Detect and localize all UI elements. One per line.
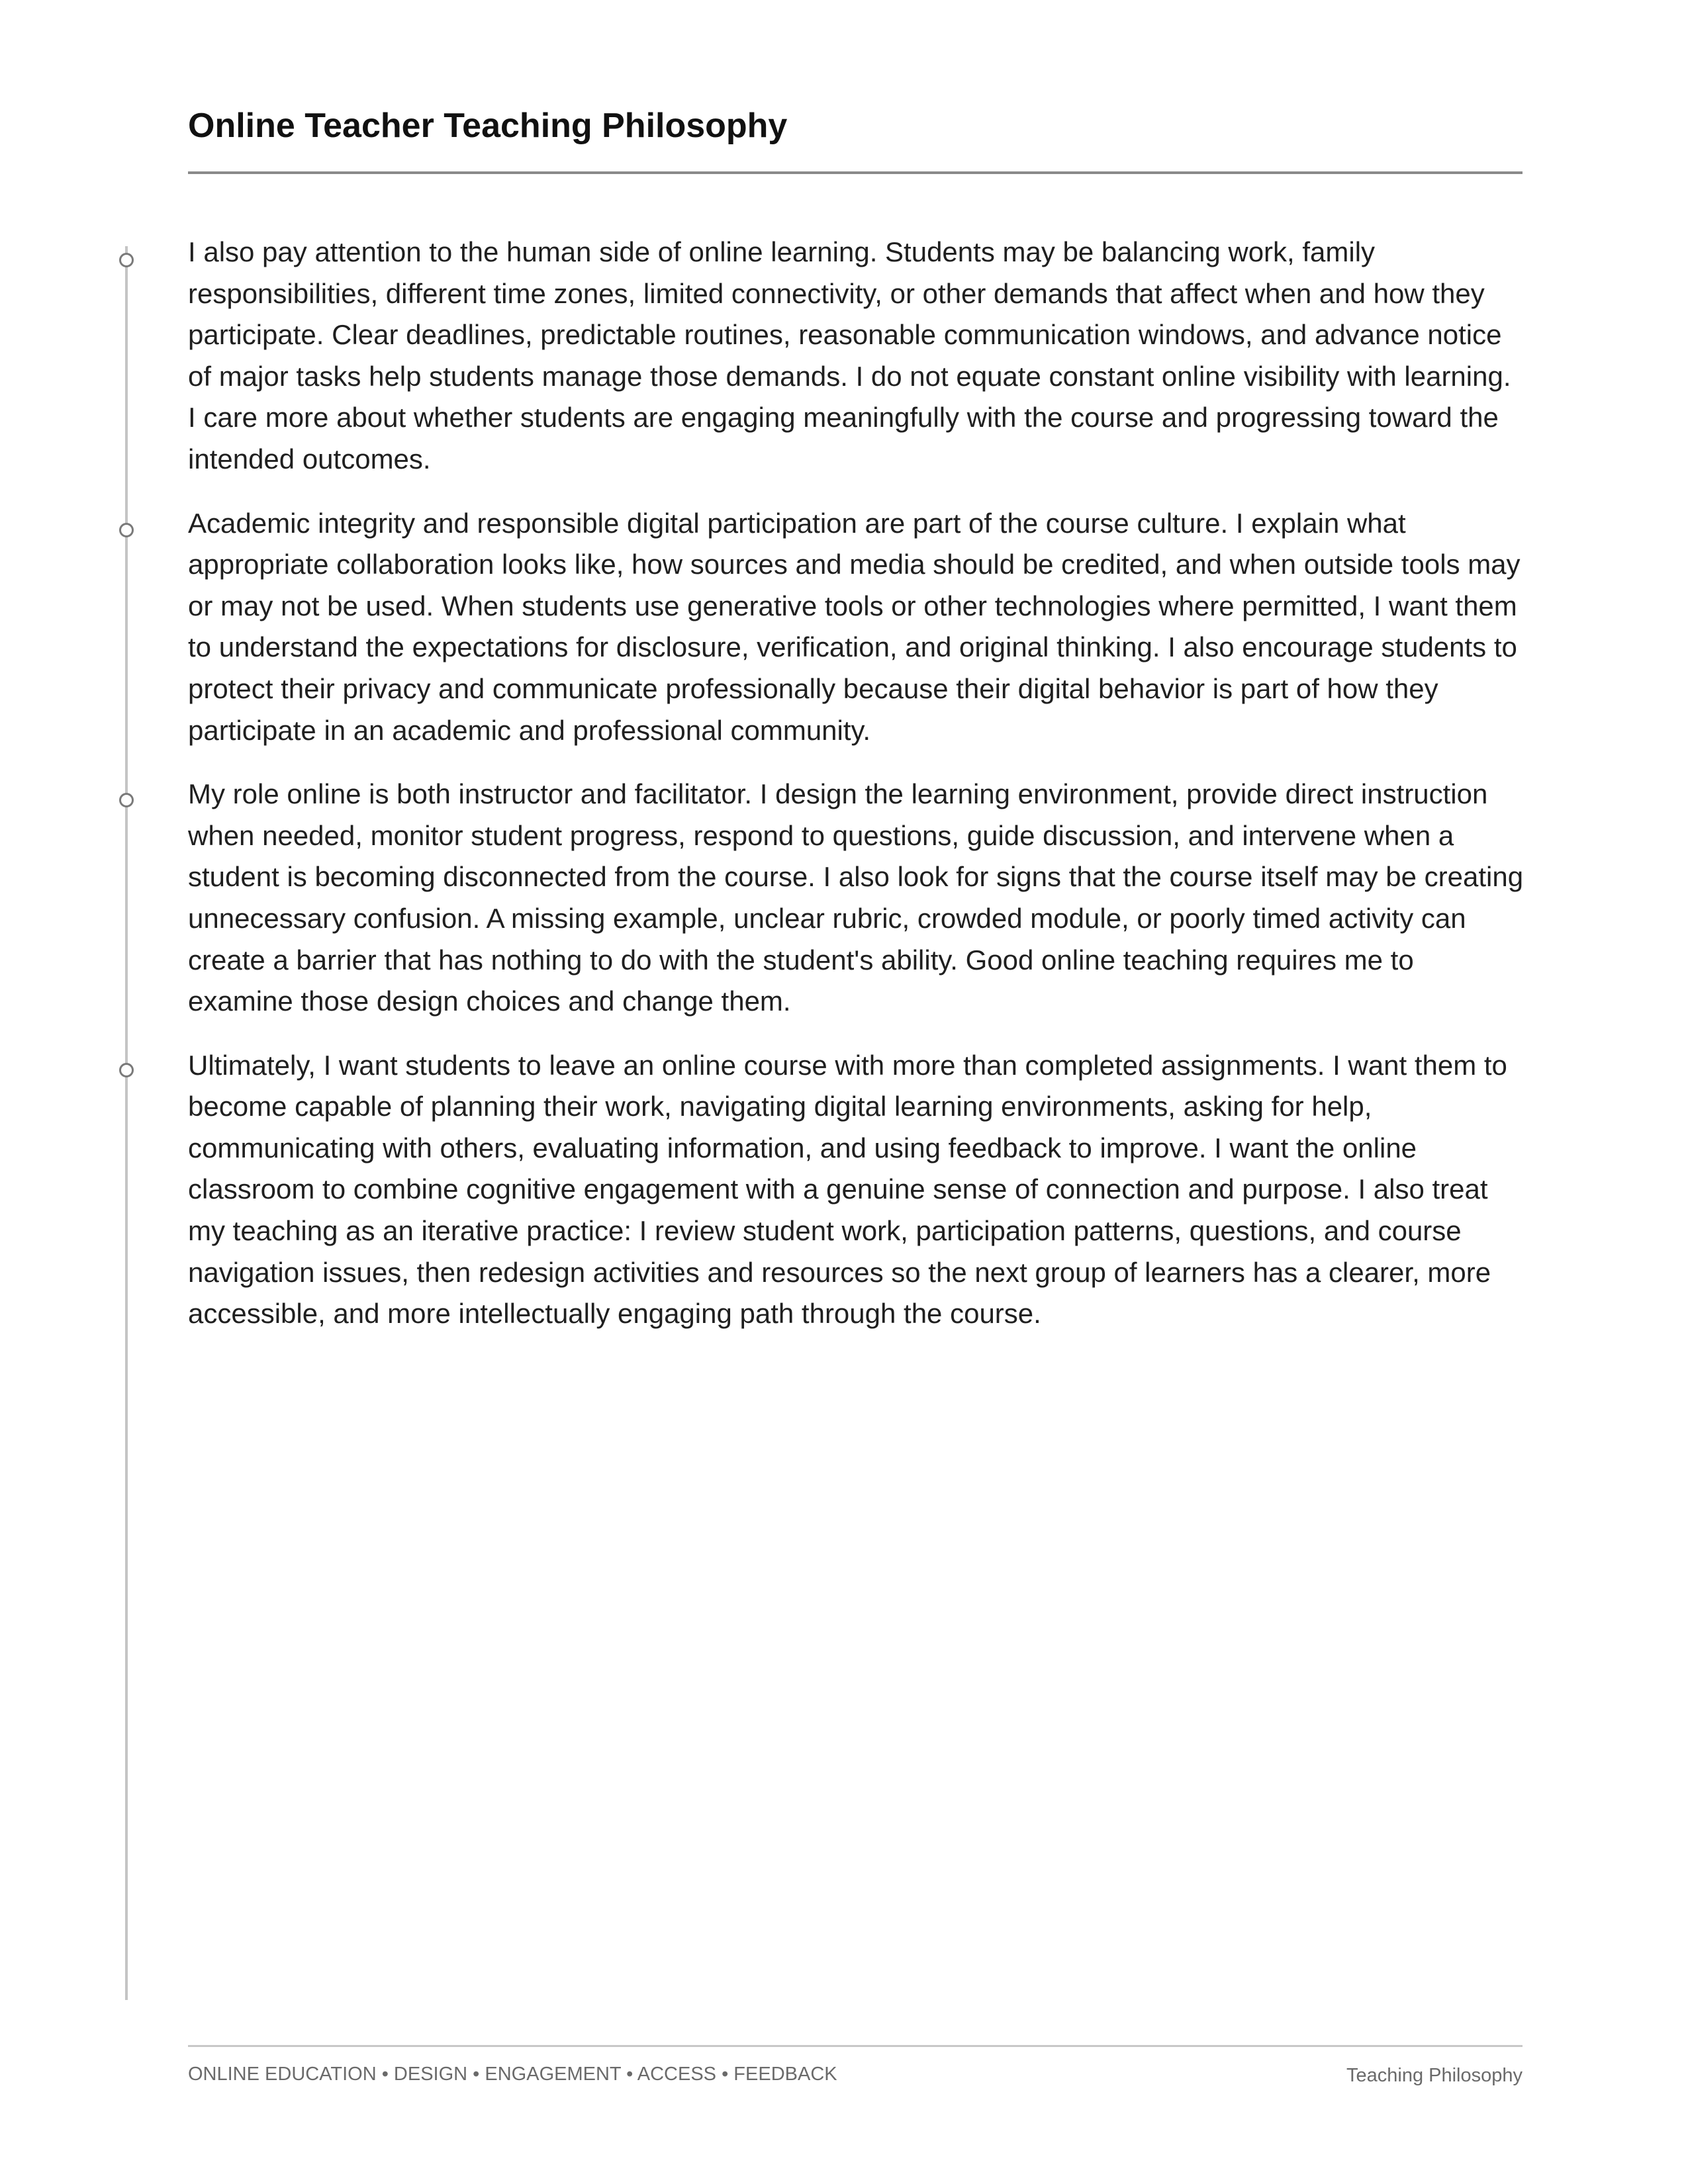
footer-keywords: ONLINE EDUCATION • DESIGN • ENGAGEMENT • ACCESS • FEEDBACK: [188, 2064, 837, 2085]
timeline-dot-icon: [119, 793, 134, 807]
timeline-dot-icon: [119, 1063, 134, 1077]
title-divider: [188, 171, 1523, 174]
page-title: Online Teacher Teaching Philosophy: [188, 107, 788, 145]
paragraph-ultimate-goals: Ultimately, I want students to leave an online course with more than completed assignments. I want them to become capable of planning their work, navigating digital learning environments, asking for help, communicating with others, evaluating information, and using feedback to improve. I want the online classroom to combine cognitive engagement with a genuine sense of connection and purpose. I also treat my teaching as an iterative practice: I review student work, participation patterns, questions, and course navigation issues, then redesign activities and resources so the next group of learners has a clearer, more accessible, and more intellectually engaging path through the course.: [188, 1049, 1507, 1330]
body-text: [188, 232, 1525, 1357]
paragraph-academic-integrity: Academic integrity and responsible digital participation are part of the course culture. I explain what appropriate collaboration looks like, how sources and media should be credited, and when outside tools may or may not be used. When students use generative tools or other technologies where permitted, I want them to understand the expectations for disclosure, verification, and original thinking. I also encourage students to protect their privacy and communicate professionally because their digital behavior is part of how they participate in an academic and professional community.: [188, 507, 1521, 746]
footer-document-label: Teaching Philosophy: [1346, 2065, 1523, 2086]
paragraph-human-side: I also pay attention to the human side of online learning. Students may be balancing work, family responsibilities, different time zones, limited connectivity, or other demands that affect when and how they participate. Clear deadlines, predictable routines, reasonable communication windows, and advance notice of major tasks help students manage those demands. I do not equate constant online visibility with learning. I care more about whether students are engaging meaningfully with the course and progressing toward the intended outcomes.: [188, 236, 1511, 475]
timeline-dot-icon: [119, 253, 134, 267]
paragraph-instructor-role: My role online is both instructor and facilitator. I design the learning environment, provide direct instruction when needed, monitor student progress, respond to questions, guide discussion, and intervene when a student is becoming disconnected from the course. I also look for signs that the course itself may be creating unnecessary confusion. A missing example, unclear rubric, crowded module, or poorly timed activity can create a barrier that has nothing to do with the student's ability. Good online teaching requires me to examine those design choices and change them.: [188, 778, 1524, 1017]
timeline-line: [125, 246, 128, 2000]
timeline-dot-icon: [119, 523, 134, 537]
footer-divider: [188, 2045, 1523, 2047]
